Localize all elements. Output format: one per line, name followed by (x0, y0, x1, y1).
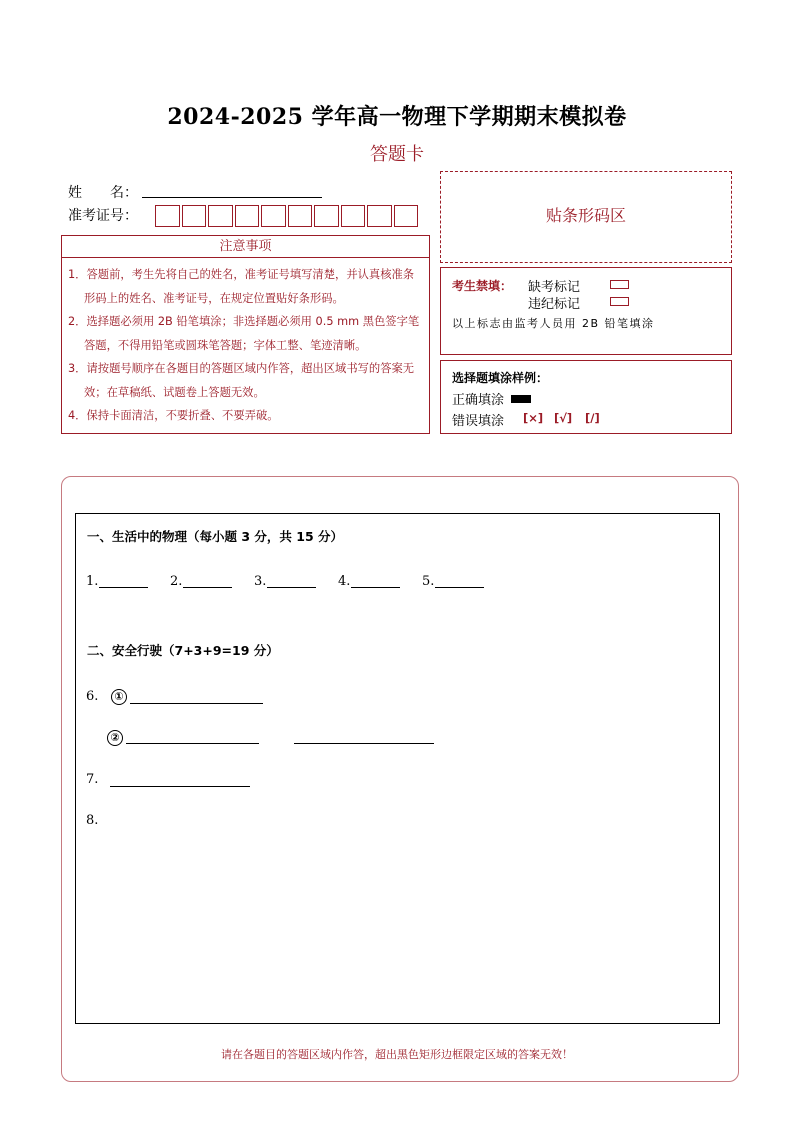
answer-region (75, 513, 720, 1024)
absent-mark-label: 缺考标记 (528, 280, 581, 295)
forbidden-box (440, 267, 732, 355)
absent-mark-box[interactable] (610, 280, 629, 289)
fill-sample-label: 选择题填涂样例： (452, 371, 549, 385)
id-digit-box[interactable] (367, 205, 392, 227)
violation-mark-box[interactable] (610, 297, 629, 306)
forbidden-note: 以上标志由监考人员用 2B 铅笔填涂 (452, 317, 655, 330)
notice-body (61, 258, 430, 434)
forbidden-label: 考生禁填： (452, 279, 513, 293)
notice-item: 1．答题前，考生先将自己的姓名，准考证号填写清楚，并认真核准条形码上的姓名、准考证号，在规定位置贴好条形码。 (68, 268, 415, 305)
answer-blank[interactable] (435, 587, 484, 588)
wrong-fill-example: [×] (523, 411, 544, 425)
id-label: 准考证号： (68, 208, 138, 224)
correct-fill-label: 正确填涂 (452, 393, 505, 408)
wrong-fill-example: [/] (585, 411, 600, 425)
section2-heading: 二、安全行驶（7+3+9=19 分） (87, 643, 279, 658)
id-digit-box[interactable] (341, 205, 366, 227)
notice-item: 4．保持卡面清洁，不要折叠、不要弄破。 (68, 409, 279, 422)
correct-fill-mark (511, 395, 531, 403)
id-digit-box[interactable] (235, 205, 260, 227)
answer-blank[interactable] (267, 587, 316, 588)
barcode-area[interactable]: 贴条形码区 (440, 171, 732, 263)
question-number: 4. (338, 574, 351, 589)
name-field[interactable] (142, 197, 322, 198)
page-subtitle: 答题卡 (370, 144, 424, 165)
id-digit-box[interactable] (314, 205, 339, 227)
question-number: 7. (86, 772, 99, 787)
id-digit-box[interactable] (182, 205, 207, 227)
answer-blank[interactable] (99, 587, 148, 588)
name-label: 姓 名： (68, 185, 138, 201)
id-digit-box[interactable] (261, 205, 286, 227)
answer-blank[interactable] (294, 743, 434, 744)
answer-blank[interactable] (126, 743, 259, 744)
footer-warning: 请在各题目的答题区域内作答，超出黑色矩形边框限定区域的答案无效！ (221, 1048, 573, 1061)
id-digit-box[interactable] (155, 205, 180, 227)
answer-blank[interactable] (110, 786, 250, 787)
id-digit-box[interactable] (288, 205, 313, 227)
question-number: 2. (170, 574, 183, 589)
notice-heading: 注意事项 (61, 235, 430, 258)
id-number-boxes[interactable] (155, 205, 420, 227)
answer-blank[interactable] (183, 587, 232, 588)
question-number: 8. (86, 813, 99, 828)
question-number: 1. (86, 574, 99, 589)
answer-blank[interactable] (130, 703, 263, 704)
wrong-fill-label: 错误填涂 (452, 414, 505, 429)
id-digit-box[interactable] (394, 205, 419, 227)
sub-question-marker: ① (111, 689, 127, 705)
notice-item: 3．请按题号顺序在各题目的答题区域内作答，超出区域书写的答案无效；在草稿纸、试题卷上答题无效。 (68, 362, 415, 399)
notice-item: 2．选择题必须用 2B 铅笔填涂；非选择题必须用 0.5 mm 黑色签字笔答题，不得用铅笔或圆珠笔答题；字体工整、笔迹清晰。 (68, 315, 420, 352)
id-digit-box[interactable] (208, 205, 233, 227)
page-title: 2024-2025 学年高一物理下学期期末模拟卷 (167, 104, 627, 130)
sub-question-marker: ② (107, 730, 123, 746)
section1-heading: 一、生活中的物理（每小题 3 分，共 15 分） (87, 529, 344, 544)
violation-mark-label: 违纪标记 (528, 297, 581, 312)
fill-sample-box (440, 360, 732, 434)
wrong-fill-example: [√] (554, 411, 573, 425)
question-number: 5. (422, 574, 435, 589)
question-number: 3. (254, 574, 267, 589)
answer-blank[interactable] (351, 587, 400, 588)
question-number: 6. (86, 689, 99, 704)
